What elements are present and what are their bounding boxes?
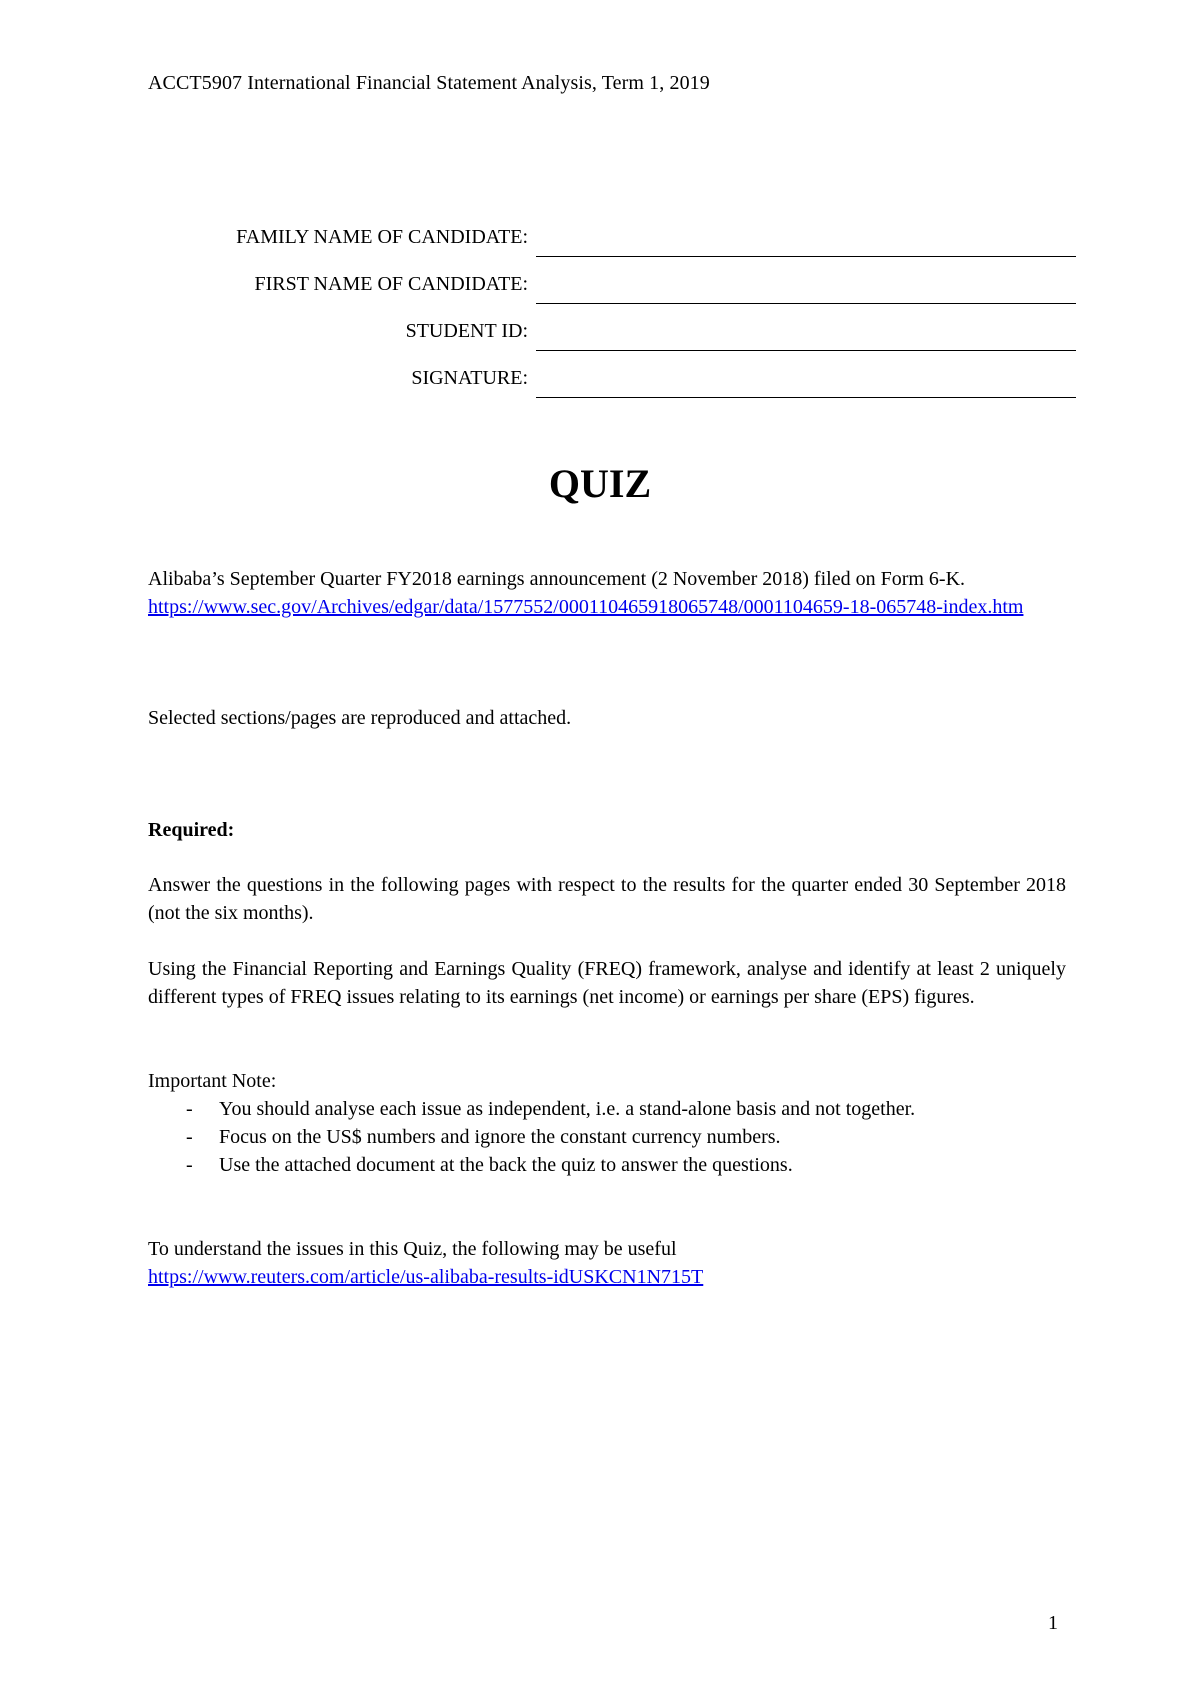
signature-field (0, 367, 1200, 397)
selected-note: Selected sections/pages are reproduced and attached. (148, 707, 572, 729)
course-header: ACCT5907 International Financial Statement Analysis, Term 1, 2019 (148, 72, 710, 94)
list-item (184, 1151, 1084, 1179)
required-paragraph-1: Answer the questions in the following pages with respect to the results for the quarter ended 30 September 2018 (not the six months). (148, 874, 1066, 924)
signature-label: SIGNATURE: (411, 367, 528, 389)
required-paragraph-2: Using the Financial Reporting and Earnings Quality (FREQ) framework, analyse and identify at least 2 uniquely different types of FREQ issues relating to its earnings (net income) or earnings per share (EPS) figures. (148, 958, 1066, 1008)
family-name-field (0, 226, 1200, 256)
required-heading: Required: (148, 819, 235, 841)
list-item (184, 1095, 1084, 1123)
list-item (184, 1123, 1084, 1151)
list-dash: - (186, 1126, 193, 1148)
reuters-article-link[interactable]: https://www.reuters.com/article/us-alibaba-results-idUSKCN1N715T (148, 1266, 704, 1288)
family-name-label: FAMILY NAME OF CANDIDATE: (236, 226, 528, 248)
list-dash: - (186, 1154, 193, 1176)
student-id-field (0, 320, 1200, 350)
list-dash: - (186, 1098, 193, 1120)
page-title: QUIZ (548, 461, 652, 506)
student-id-line[interactable] (536, 350, 1076, 351)
closing-paragraph (148, 1235, 1066, 1291)
closing-text: To understand the issues in this Quiz, the following may be useful (148, 1238, 677, 1260)
first-name-line[interactable] (536, 303, 1076, 304)
student-id-label: STUDENT ID: (405, 320, 528, 342)
signature-line[interactable] (536, 397, 1076, 398)
family-name-line[interactable] (536, 256, 1076, 257)
sec-filing-link[interactable]: https://www.sec.gov/Archives/edgar/data/1577552/000110465918065748/0001104659-18-065748-index.htm (148, 596, 1024, 618)
list-item-text: Use the attached document at the back the quiz to answer the questions. (219, 1154, 793, 1176)
important-note-heading: Important Note: (148, 1070, 277, 1092)
list-item-text: Focus on the US$ numbers and ignore the constant currency numbers. (219, 1126, 781, 1148)
important-note-list (184, 1095, 1084, 1179)
list-item-text: You should analyse each issue as independent, i.e. a stand-alone basis and not together. (219, 1098, 916, 1120)
first-name-label: FIRST NAME OF CANDIDATE: (254, 273, 528, 295)
intro-text: Alibaba’s September Quarter FY2018 earnings announcement (2 November 2018) filed on Form 6-K. (148, 568, 966, 590)
page-number: 1 (1048, 1612, 1058, 1634)
first-name-field (0, 273, 1200, 303)
intro-paragraph (148, 565, 1066, 621)
